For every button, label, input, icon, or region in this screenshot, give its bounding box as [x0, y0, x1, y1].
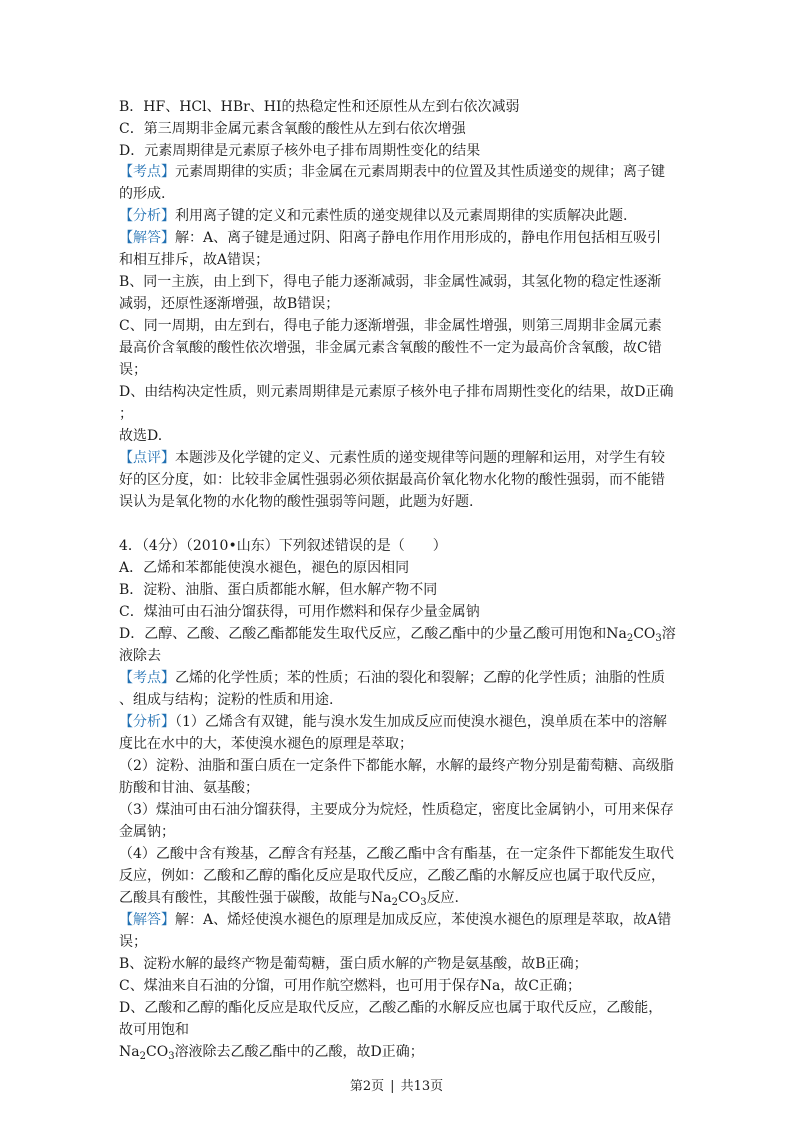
- jieda-line: C、煤油来自石油的分馏，可用作航空燃料，也可用于保存Na，故C正确；: [119, 978, 582, 994]
- jieda-part: Na: [119, 1044, 140, 1060]
- option-b-text: B．HF、HCl、HBr、HI的热稳定性和还原性从左到右依次减弱: [119, 99, 520, 115]
- question-4-option-a: A．乙烯和苯都能使溴水褪色，褪色的原因相同: [119, 560, 410, 576]
- fenxi-line-formula: [119, 887, 679, 909]
- jieda-line-5: C、同一周期，由左到右，得电子能力逐渐增强，非金属性增强，则第三周期非金属元素: [119, 318, 662, 334]
- jieda-line-7: 误；: [119, 362, 147, 378]
- page-number: 第2页: [349, 1079, 385, 1094]
- jieda-part: CO: [145, 1044, 169, 1060]
- option-d-text: D．元素周期律是元素原子核外电子排布周期性变化的结果: [119, 143, 481, 159]
- question-4-option-c: C．煤油可由石油分馏获得，可用作燃料和保存少量金属钠: [119, 604, 480, 620]
- page-total: 共13页: [400, 1079, 444, 1094]
- jieda-line: B、淀粉水解的最终产物是葡萄糖，蛋白质水解的产物是氨基酸，故B正确；: [119, 956, 588, 972]
- dianping-line-2: 好的区分度，如：比较非金属性强弱必须依据最高价氧化物水化物的酸性强弱，而不能错: [119, 472, 665, 488]
- jieda-line: 故可用饱和: [119, 1022, 189, 1038]
- kaodian-tag: 【考点】: [119, 670, 175, 686]
- fenxi-paragraph-2: [119, 711, 679, 733]
- page-footer: [0, 1075, 793, 1094]
- subscript: 2: [626, 633, 634, 644]
- jieda-line-4: 减弱，还原性逐渐增强，故B错误；: [119, 296, 340, 312]
- fenxi-line: （4）乙酸中含有羧基，乙醇含有羟基，乙酸乙酯中含有酯基，在一定条件下都能发生取代: [119, 846, 674, 862]
- jieda-line: 误；: [119, 934, 147, 950]
- jieda-paragraph-2: [119, 909, 679, 931]
- dianping-paragraph: [119, 447, 679, 469]
- fenxi-part: 乙酸具有酸性，其酸性强于碳酸，故能与Na: [119, 890, 392, 906]
- fenxi-paragraph: [119, 205, 679, 227]
- question-4-option-b: B．淀粉、油脂、蛋白质都能水解，但水解产物不同: [119, 582, 438, 598]
- jieda-text: 解：A、离子键是通过阴、阳离子静电作用作用形成的，静电作用包括相互吸引: [175, 230, 662, 246]
- subscript: 3: [420, 897, 427, 908]
- kaodian-tag: 【考点】: [119, 164, 175, 180]
- fenxi-text: （1）乙烯含有双键，能与溴水发生加成反应而使溴水褪色，溴单质在苯中的溶解: [175, 714, 667, 730]
- jieda-line-9: ；: [119, 406, 133, 422]
- kaodian-text: 乙烯的化学性质；苯的性质；石油的裂化和裂解；乙醇的化学性质；油脂的性质: [175, 670, 665, 686]
- fenxi-part: 反应.: [426, 890, 460, 906]
- fenxi-line: （2）淀粉、油脂和蛋白质在一定条件下都能水解，水解的最终产物分别是葡萄糖、高级脂: [119, 758, 674, 774]
- jieda-line: D、乙酸和乙醇的酯化反应是取代反应，乙酸乙酯的水解反应也属于取代反应，乙酸能，: [119, 1000, 663, 1016]
- fenxi-line: 反应，例如：乙酸和乙醇的酯化反应是取代反应，乙酸乙酯的水解反应也属于取代反应，: [119, 868, 665, 884]
- kaodian-text: 元素周期律的实质；非金属在元素周期表中的位置及其性质递变的规律；离子键: [175, 164, 665, 180]
- jieda-part: 溶液除去乙酸乙酯中的乙酸，故D正确；: [174, 1044, 424, 1060]
- kaodian-paragraph: [119, 161, 679, 183]
- fenxi-tag: 【分析】: [119, 714, 175, 730]
- subscript: 2: [139, 1051, 146, 1062]
- option-d-part: CO: [633, 626, 656, 642]
- question-4-stem: 4．（4分）（2010•山东）下列叙述错误的是（ ）: [119, 538, 447, 554]
- dianping-text: 本题涉及化学键的定义、元素性质的递变规律等问题的理解和运用，对学生有较: [175, 450, 665, 466]
- jieda-line-formula: [119, 1041, 679, 1063]
- option-d-part: D．乙醇、乙酸、乙酸乙酯都能发生取代反应，乙酸乙酯中的少量乙酸可用饱和Na: [119, 626, 627, 642]
- footer-separator: |: [390, 1079, 395, 1094]
- option-d-part: 溶: [661, 626, 676, 642]
- jieda-conclusion: 故选D.: [119, 428, 163, 444]
- dianping-tag: 【点评】: [119, 450, 175, 466]
- question-4-option-d-cont: 液除去: [119, 648, 161, 664]
- subscript: 3: [655, 633, 662, 644]
- kaodian-paragraph-2: [119, 667, 679, 689]
- jieda-line-3: B、同一主族，由上到下，得电子能力逐渐减弱，非金属性减弱，其氢化物的稳定性逐渐: [119, 274, 662, 290]
- jieda-text: 解：A、烯烃使溴水褪色的原理是加成反应，苯使溴水褪色的原理是萃取，故A错: [175, 912, 672, 928]
- jieda-tag: 【解答】: [119, 230, 175, 246]
- jieda-paragraph: [119, 227, 679, 249]
- fenxi-line: 金属钠；: [119, 824, 175, 840]
- jieda-line-6: 最高价含氧酸的酸性依次增强，非金属元素含氧酸的酸性不一定为最高价含氧酸，故C错: [119, 340, 662, 356]
- dianping-line-3: 误认为是氧化物的水化物的酸性强弱等问题，此题为好题.: [119, 494, 474, 510]
- fenxi-tag: 【分析】: [119, 208, 175, 224]
- kaodian-text-cont: 的形成.: [119, 186, 166, 202]
- question-4-option-d: [119, 623, 679, 645]
- jieda-line-8: D、由结构决定性质，则元素周期律是元素原子核外电子排布周期性变化的结果，故D正确: [119, 384, 674, 400]
- fenxi-text: 利用离子键的定义和元素性质的递变规律以及元素周期律的实质解决此题.: [175, 208, 628, 224]
- subscript: 3: [168, 1051, 175, 1062]
- jieda-tag: 【解答】: [119, 912, 175, 928]
- jieda-line-2: 和相互排斥，故A错误；: [119, 252, 270, 268]
- fenxi-line: 度比在水中的大，苯使溴水褪色的原理是萃取；: [119, 736, 413, 752]
- option-c-text: C．第三周期非金属元素含氧酸的酸性从左到右依次增强: [119, 121, 466, 137]
- fenxi-line: 肪酸和甘油、氨基酸；: [119, 780, 259, 796]
- fenxi-part: CO: [397, 890, 421, 906]
- fenxi-line: （3）煤油可由石油分馏获得，主要成分为烷烃，性质稳定，密度比金属钠小，可用来保存: [119, 802, 674, 818]
- subscript: 2: [391, 897, 398, 908]
- kaodian-text-cont: 、组成与结构；淀粉的性质和用途.: [119, 692, 334, 708]
